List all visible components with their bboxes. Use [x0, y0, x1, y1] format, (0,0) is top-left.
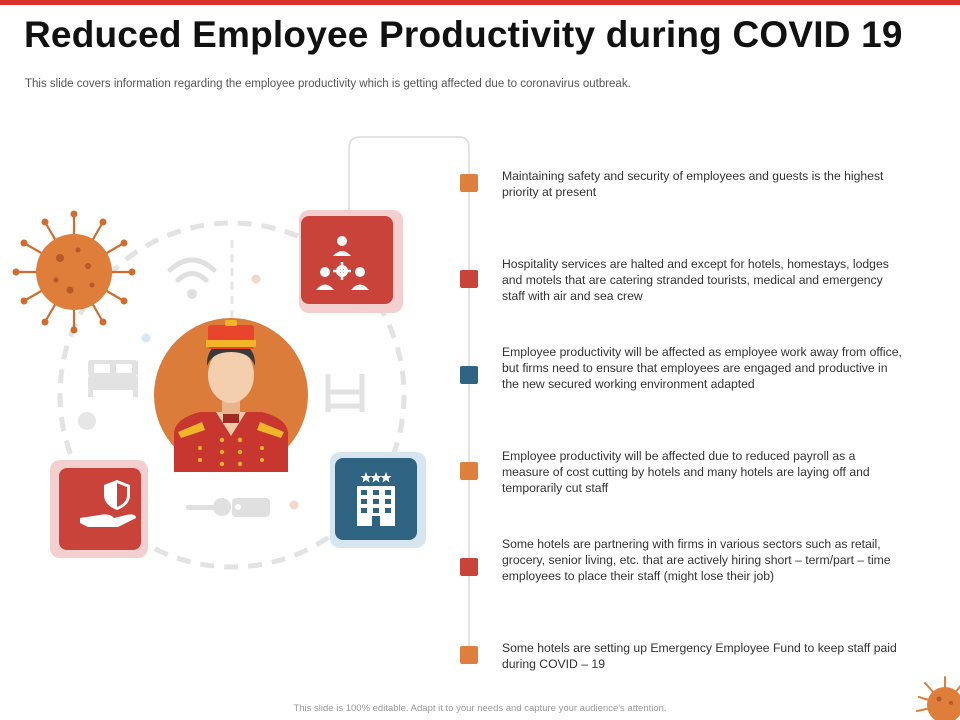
point-text: Employee productivity will be affected as employee work away from office, but firms need to ensure that employees are engaged and productive in the new secured working environment adapted [502, 345, 902, 391]
timeline-marker [460, 462, 478, 480]
bed-icon [88, 360, 138, 397]
decor-dot [290, 501, 299, 510]
point-text: Employee productivity will be affected due to reduced payroll as a measure of cost cutting by hotels and many hotels are laying off and temporarily cut staff [502, 449, 870, 495]
page-subtitle: This slide covers information regarding the employee productivity which is getting affected due to coronavirus outbreak. [25, 78, 631, 90]
decor-dot [142, 334, 151, 343]
bellboy-avatar [154, 318, 308, 472]
key-icon [186, 498, 270, 517]
top-accent-bar [0, 0, 960, 5]
timeline-marker [460, 558, 478, 576]
point-text: Maintaining safety and security of employees and guests is the highest priority at present [502, 169, 884, 199]
decor-dot [78, 412, 96, 430]
page-title: Reduced Employee Productivity during COVID 19 [24, 14, 903, 55]
bunk-bed-icon [328, 374, 362, 412]
illustration [0, 120, 470, 600]
point-text: Some hotels are partnering with firms in various sectors such as retail, grocery, senior living, etc. that are actively hiring short – term/part – time employees to place their staff (might lose their job) [502, 537, 891, 583]
timeline-marker [460, 366, 478, 384]
timeline-marker [460, 646, 478, 664]
hotel-building-icon [330, 452, 426, 548]
virus-icon [13, 211, 136, 334]
point-text: Hospitality services are halted and except for hotels, homestays, lodges and motels that are catering stranded tourists, medical and emergency staff with air and sea crew [502, 257, 889, 303]
decor-dot [252, 275, 261, 284]
footer-note: This slide is 100% editable. Adapt it to your needs and capture your audience's attention. [293, 703, 667, 714]
wifi-icon [170, 260, 214, 299]
timeline-marker [460, 174, 478, 192]
shield-hand-icon [50, 460, 148, 558]
point-text: Some hotels are setting up Emergency Employee Fund to keep staff paid during COVID – 19 [502, 641, 897, 671]
timeline-marker [460, 270, 478, 288]
team-icon [299, 210, 403, 313]
